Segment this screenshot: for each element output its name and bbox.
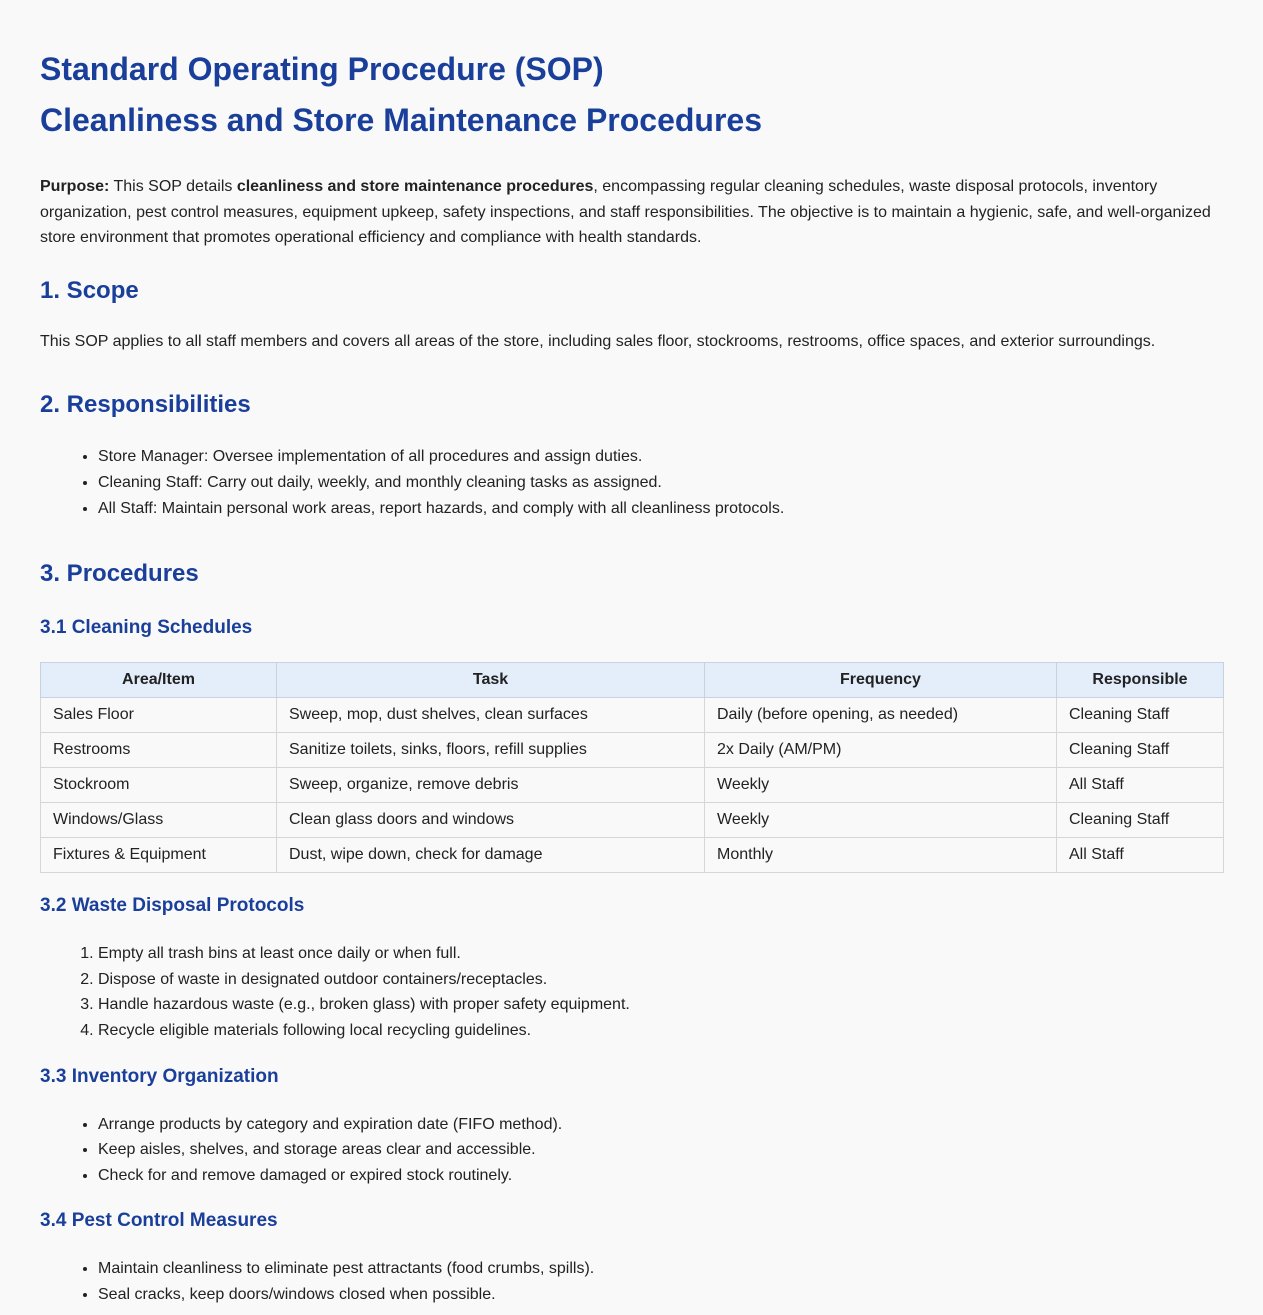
list-item: • Cleaning Staff: Carry out daily, weekly, and monthly cleaning tasks as assigned. <box>98 470 1223 496</box>
purpose-paragraph <box>40 174 1223 251</box>
cell-area: Windows/Glass <box>41 803 277 838</box>
list-item: • Store Manager: Oversee implementation of all procedures and assign duties. <box>98 444 1223 470</box>
column-header-task: Task <box>277 663 705 698</box>
cell-task: Dust, wipe down, check for damage <box>277 838 705 873</box>
list-item: 1. Empty all trash bins at least once daily or when full. <box>98 941 1223 967</box>
list-item: • Check for and remove damaged or expired stock routinely. <box>98 1163 1223 1189</box>
pest-control-heading: 3.4 Pest Control Measures <box>40 1210 278 1232</box>
inventory-organization-heading: 3.3 Inventory Organization <box>40 1065 279 1087</box>
scope-text: This SOP applies to all staff members and covers all areas of the store, including sales floor, stockrooms, restrooms, office spaces, and exterior surroundings. <box>40 332 1156 350</box>
cell-area: Sales Floor <box>41 698 277 733</box>
scope-heading: 1. Scope <box>40 276 139 304</box>
table-row <box>41 698 1224 733</box>
column-header-area: Area/Item <box>41 663 277 698</box>
column-header-responsible: Responsible <box>1057 663 1224 698</box>
list-item: • Arrange products by category and expiration date (FIFO method). <box>98 1112 1223 1138</box>
table-row <box>41 838 1224 873</box>
document-title: Standard Operating Procedure (SOP) <box>40 51 604 87</box>
list-item: • Keep aisles, shelves, and storage areas clear and accessible. <box>98 1137 1223 1163</box>
cell-frequency: 2x Daily (AM/PM) <box>705 733 1057 768</box>
cell-task: Clean glass doors and windows <box>277 803 705 838</box>
cell-responsible: All Staff <box>1057 768 1224 803</box>
cell-task: Sweep, mop, dust shelves, clean surfaces <box>277 698 705 733</box>
waste-disposal-heading: 3.2 Waste Disposal Protocols <box>40 895 305 917</box>
table-row <box>41 733 1224 768</box>
document-subtitle: Cleanliness and Store Maintenance Procedures <box>40 102 763 138</box>
list-item: • Seal cracks, keep doors/windows closed when possible. <box>98 1282 1223 1308</box>
purpose-label: Purpose: <box>40 178 110 195</box>
cell-frequency: Weekly <box>705 803 1057 838</box>
table-header-row <box>41 663 1224 698</box>
cell-frequency: Daily (before opening, as needed) <box>705 698 1057 733</box>
purpose-text-before: This SOP details <box>109 178 237 195</box>
purpose-bold-phrase: cleanliness and store maintenance procedures <box>236 178 594 195</box>
column-header-frequency: Frequency <box>705 663 1057 698</box>
list-item: 4. Recycle eligible materials following local recycling guidelines. <box>98 1018 1223 1044</box>
pest-control-list <box>40 1256 1223 1307</box>
cell-task: Sweep, organize, remove debris <box>277 768 705 803</box>
cell-frequency: Weekly <box>705 768 1057 803</box>
purpose-text-after: , encompassing regular cleaning schedules, waste disposal protocols, inventory organization, pest control measures, equipment upkeep, safety inspections, and staff responsibilities. The objective is to maintain a hygienic, safe, and well-organized store environment that promotes operational efficiency and compliance with health standards. <box>40 178 1211 247</box>
waste-disposal-list <box>40 941 1223 1043</box>
inventory-organization-list <box>40 1112 1223 1189</box>
cell-responsible: Cleaning Staff <box>1057 733 1224 768</box>
procedures-heading: 3. Procedures <box>40 560 199 588</box>
cell-area: Fixtures & Equipment <box>41 838 277 873</box>
table-row <box>41 768 1224 803</box>
responsibilities-list <box>40 444 1223 521</box>
cell-responsible: Cleaning Staff <box>1057 698 1224 733</box>
list-item: 3. Handle hazardous waste (e.g., broken glass) with proper safety equipment. <box>98 992 1223 1018</box>
cell-area: Restrooms <box>41 733 277 768</box>
cell-responsible: All Staff <box>1057 838 1224 873</box>
cleaning-schedules-heading: 3.1 Cleaning Schedules <box>40 617 253 639</box>
cell-responsible: Cleaning Staff <box>1057 803 1224 838</box>
cleaning-schedule-table <box>40 662 1224 873</box>
responsibilities-heading: 2. Responsibilities <box>40 391 251 419</box>
list-item: • All Staff: Maintain personal work areas, report hazards, and comply with all cleanliness protocols. <box>98 496 1223 522</box>
cell-area: Stockroom <box>41 768 277 803</box>
cell-task: Sanitize toilets, sinks, floors, refill supplies <box>277 733 705 768</box>
cell-frequency: Monthly <box>705 838 1057 873</box>
list-item: 2. Dispose of waste in designated outdoor containers/receptacles. <box>98 967 1223 993</box>
list-item: • Maintain cleanliness to eliminate pest attractants (food crumbs, spills). <box>98 1256 1223 1282</box>
table-row <box>41 803 1224 838</box>
